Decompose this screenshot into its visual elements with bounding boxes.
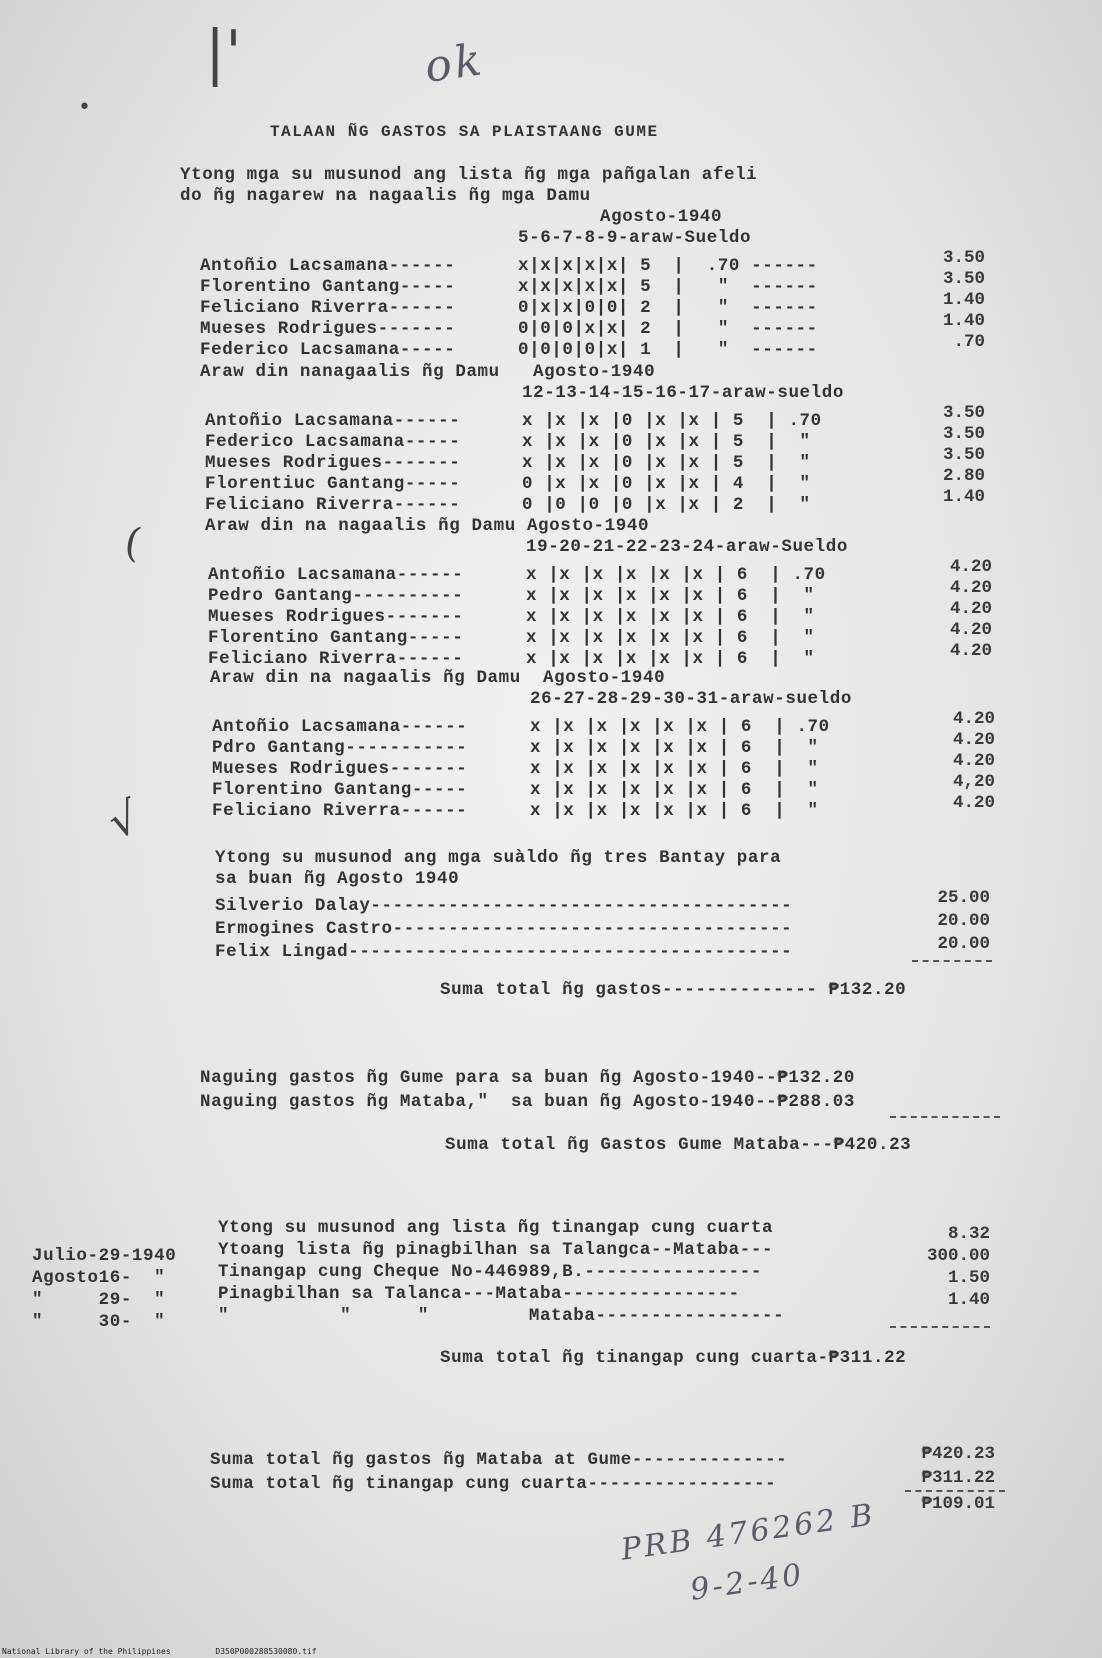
attendance-marks: x |x |x |x |x |x | 6 | " bbox=[530, 801, 819, 821]
attendance-marks: x |x |x |0 |x |x | 5 | .70 bbox=[522, 411, 822, 431]
guard-amount: 25.00 bbox=[937, 888, 990, 908]
week-1-days-header: 5-6-7-8-9-araw-Sueldo bbox=[518, 228, 752, 248]
attendance-marks: x |x |x |x |x |x | 6 | " bbox=[526, 649, 815, 669]
attendance-marks: x |x |x |x |x |x | 6 | " bbox=[526, 586, 815, 606]
wage-amount: 4.20 bbox=[952, 751, 995, 771]
handwritten-date: 9-2-40 bbox=[688, 1557, 807, 1608]
guard-amount: 20.00 bbox=[937, 911, 990, 931]
summary-line-1: Naguing gastos ñg Gume para sa buan ñg Agosto-1940--₱132.20 bbox=[200, 1068, 856, 1088]
attendance-marks: x |x |x |x |x |x | 6 | .70 bbox=[526, 565, 826, 585]
wage-amount: 4.20 bbox=[952, 709, 995, 729]
week-3-month: Araw din na nagaalis ñg Damu Agosto-1940 bbox=[205, 516, 650, 536]
worker-name: Feliciano Riverra------ bbox=[200, 298, 456, 318]
ink-dot: • bbox=[78, 95, 91, 120]
final-amount-1: ₱420.23 bbox=[921, 1444, 995, 1464]
week-1-month: Agosto-1940 bbox=[600, 207, 723, 227]
page-title: TALAAN ÑG GASTOS SA PLAISTAANG GUME bbox=[270, 123, 659, 141]
receipt-text: Ytong su musunod ang lista ñg tinangap cung cuarta bbox=[218, 1218, 774, 1238]
summary-line-2: Naguing gastos ñg Mataba," sa buan ñg Agosto-1940--₱288.03 bbox=[200, 1092, 856, 1112]
worker-name: Florentino Gantang----- bbox=[208, 628, 464, 648]
wage-amount: 3.50 bbox=[942, 403, 985, 423]
receipt-text: Ytoang lista ñg pinagbilhan sa Talangca--Mataba--- bbox=[218, 1240, 774, 1260]
worker-name: Feliciano Riverra------ bbox=[208, 649, 464, 669]
worker-name: Antoñio Lacsamana------ bbox=[208, 565, 464, 585]
receipt-text: Tinangap cung Cheque No-446989,B.---------------- bbox=[218, 1262, 762, 1282]
attendance-marks: 0|x|x|0|0| 2 | " ------ bbox=[518, 298, 818, 318]
wage-amount: 4.20 bbox=[949, 641, 992, 661]
worker-name: Federico Lacsamana----- bbox=[200, 340, 456, 360]
wage-amount: 4,20 bbox=[952, 772, 995, 792]
receipts-rule bbox=[890, 1326, 990, 1328]
wage-amount: 3.50 bbox=[942, 445, 985, 465]
wage-amount: 4.20 bbox=[952, 730, 995, 750]
summary-total: Suma total ñg Gastos Gume Mataba---₱420.23 bbox=[445, 1135, 912, 1155]
worker-name: Mueses Rodrigues------- bbox=[200, 319, 456, 339]
worker-name: Mueses Rodrigues------- bbox=[205, 453, 461, 473]
scan-footer bbox=[2, 1647, 357, 1656]
attendance-marks: 0 |x |x |0 |x |x | 4 | " bbox=[522, 474, 811, 494]
guard-row: Ermogines Castro------------------------------------ bbox=[215, 919, 793, 939]
worker-name: Pdro Gantang----------- bbox=[212, 738, 468, 758]
attendance-marks: 0|0|0|0|x| 1 | " ------ bbox=[518, 340, 818, 360]
summary-rule bbox=[890, 1116, 1000, 1118]
margin-check-mark: √ bbox=[102, 791, 146, 850]
guard-amount: 20.00 bbox=[937, 934, 990, 954]
worker-name: Mueses Rodrigues------- bbox=[212, 759, 468, 779]
footer-file: D350P000288530080.tif bbox=[215, 1647, 317, 1656]
guard-row: Felix Lingad---------------------------------------- bbox=[215, 942, 793, 962]
wage-amount: 2.80 bbox=[942, 466, 985, 486]
attendance-marks: x |x |x |x |x |x | 6 | " bbox=[530, 759, 819, 779]
attendance-marks: x |x |x |0 |x |x | 5 | " bbox=[522, 453, 811, 473]
worker-name: Feliciano Riverra------ bbox=[205, 495, 461, 515]
attendance-marks: x |x |x |x |x |x | 6 | " bbox=[526, 607, 815, 627]
wage-amount: 4.20 bbox=[949, 599, 992, 619]
receipt-text: Pinagbilhan sa Talanca---Mataba---------------- bbox=[218, 1284, 740, 1304]
guard-row: Silverio Dalay-------------------------------------- bbox=[215, 896, 793, 916]
guards-intro-1: Ytong su musunod ang mga suàldo ñg tres Bantay para bbox=[215, 848, 782, 868]
receipt-amount: 1.50 bbox=[947, 1268, 990, 1288]
receipt-date: " 29- " bbox=[32, 1290, 166, 1310]
attendance-marks: 0 |0 |0 |0 |x |x | 2 | " bbox=[522, 495, 811, 515]
final-line-2: Suma total ñg tinangap cung cuarta----------------- bbox=[210, 1474, 777, 1494]
intro-line-2: do ñg nagarew na nagaalis ñg mga Damu bbox=[180, 186, 591, 206]
margin-tick-mark: |' bbox=[205, 18, 242, 88]
wage-amount: 4.20 bbox=[949, 578, 992, 598]
intro-line-1: Ytong mga su musunod ang lista ñg mga pañgalan afeli bbox=[180, 165, 758, 185]
receipt-amount: 300.00 bbox=[926, 1246, 990, 1266]
wage-amount: 4.20 bbox=[952, 793, 995, 813]
wage-amount: 1.40 bbox=[942, 290, 985, 310]
subtotal-rule bbox=[912, 960, 992, 962]
worker-name: Pedro Gantang---------- bbox=[208, 586, 464, 606]
week-4-month: Araw din na nagaalis ñg Damu Agosto-1940 bbox=[210, 668, 666, 688]
week-3-days-header: 19-20-21-22-23-24-araw-Sueldo bbox=[526, 537, 848, 557]
attendance-marks: x|x|x|x|x| 5 | " ------ bbox=[518, 277, 818, 297]
receipt-date: Julio-29-1940 bbox=[32, 1246, 177, 1266]
handwritten-reference: PRB 476262 B bbox=[618, 1497, 878, 1568]
wage-amount: 1.40 bbox=[942, 311, 985, 331]
attendance-marks: 0|0|0|x|x| 2 | " ------ bbox=[518, 319, 818, 339]
receipt-date: " 30- " bbox=[32, 1312, 166, 1332]
worker-name: Antoñio Lacsamana------ bbox=[200, 256, 456, 276]
attendance-marks: x |x |x |x |x |x | 6 | " bbox=[526, 628, 815, 648]
wage-amount: 1.40 bbox=[942, 487, 985, 507]
total-gastos: Suma total ñg gastos-------------- ₱132.20 bbox=[440, 980, 907, 1000]
receipts-total: Suma total ñg tinangap cung cuarta-₱311.22 bbox=[440, 1348, 907, 1368]
attendance-marks: x |x |x |x |x |x | 6 | " bbox=[530, 738, 819, 758]
footer-library: National Library of the Philippines bbox=[2, 1647, 171, 1656]
attendance-marks: x|x|x|x|x| 5 | .70 ------ bbox=[518, 256, 818, 276]
wage-amount: 3.50 bbox=[942, 269, 985, 289]
week-4-days-header: 26-27-28-29-30-31-araw-sueldo bbox=[530, 689, 852, 709]
worker-name: Florentino Gantang----- bbox=[200, 277, 456, 297]
receipt-text: " " " Mataba----------------- bbox=[218, 1306, 785, 1326]
worker-name: Antoñio Lacsamana------ bbox=[205, 411, 461, 431]
attendance-marks: x |x |x |0 |x |x | 5 | " bbox=[522, 432, 811, 452]
handwritten-initials: ok bbox=[421, 34, 488, 93]
attendance-marks: x |x |x |x |x |x | 6 | " bbox=[530, 780, 819, 800]
worker-name: Federico Lacsamana----- bbox=[205, 432, 461, 452]
wage-amount: 3.50 bbox=[942, 248, 985, 268]
final-line-1: Suma total ñg gastos ñg Mataba at Gume-------------- bbox=[210, 1450, 788, 1470]
receipt-amount: 8.32 bbox=[947, 1224, 990, 1244]
worker-name: Mueses Rodrigues------- bbox=[208, 607, 464, 627]
receipt-date: Agosto16- " bbox=[32, 1268, 166, 1288]
week-2-month: Araw din nanagaalis ñg Damu Agosto-1940 bbox=[200, 362, 656, 382]
final-rule bbox=[905, 1490, 1005, 1492]
margin-check-mark: ( bbox=[121, 518, 145, 568]
attendance-marks: x |x |x |x |x |x | 6 | .70 bbox=[530, 717, 830, 737]
worker-name: Florentiuc Gantang----- bbox=[205, 474, 461, 494]
wage-amount: .70 bbox=[953, 332, 985, 352]
worker-name: Antoñio Lacsamana------ bbox=[212, 717, 468, 737]
guards-intro-2: sa buan ñg Agosto 1940 bbox=[215, 869, 460, 889]
wage-amount: 3.50 bbox=[942, 424, 985, 444]
final-balance: ₱109.01 bbox=[921, 1494, 995, 1514]
week-2-days-header: 12-13-14-15-16-17-araw-sueldo bbox=[522, 383, 844, 403]
final-amount-2: ₱311.22 bbox=[921, 1468, 995, 1488]
wage-amount: 4.20 bbox=[949, 557, 992, 577]
receipt-amount: 1.40 bbox=[947, 1290, 990, 1310]
wage-amount: 4.20 bbox=[949, 620, 992, 640]
worker-name: Florentino Gantang----- bbox=[212, 780, 468, 800]
worker-name: Feliciano Riverra------ bbox=[212, 801, 468, 821]
